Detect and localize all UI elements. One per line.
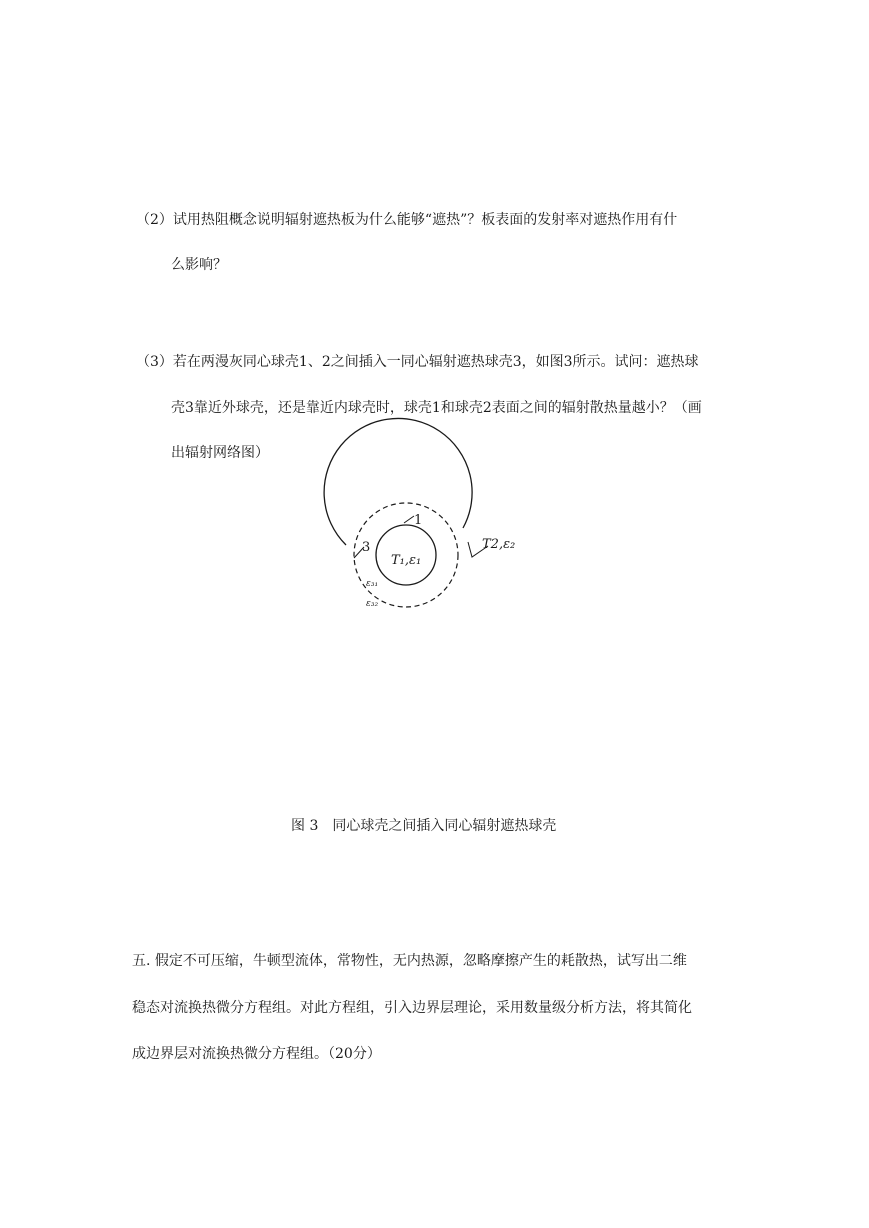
q2-line-1: （2）试用热阻概念说明辐射遮热板为什么能够“遮热”？板表面的发射率对遮热作用有什 bbox=[136, 212, 678, 228]
leader-line-1 bbox=[404, 516, 414, 523]
q5-line-3: 成边界层对流换热微分方程组。（20分） bbox=[132, 1046, 381, 1062]
q3-line-2: 壳3靠近外球壳，还是靠近内球壳时，球壳1和球壳2表面之间的辐射散热量越小？（画 bbox=[171, 400, 702, 416]
label-shell-3: 3 bbox=[362, 540, 371, 555]
label-inner: T₁,ε₁ bbox=[391, 553, 422, 568]
label-shell-1: 1 bbox=[414, 513, 423, 528]
label-eps32: ε₃₂ bbox=[366, 599, 379, 609]
figure-caption: 图 3 同心球壳之间插入同心辐射遮热球壳 bbox=[291, 818, 557, 834]
q5-line-2: 稳态对流换热微分方程组。对此方程组，引入边界层理论，采用数量级分析方法，将其简化 bbox=[132, 1000, 692, 1016]
concentric-shells-diagram bbox=[310, 400, 540, 625]
q3-line-1: （3）若在两漫灰同心球壳1、2之间插入一同心辐射遮热球壳3，如图3所示。试问：遮热球 bbox=[136, 354, 699, 370]
label-shell-2: T2,ε₂ bbox=[482, 537, 516, 552]
q3-line-3: 出辐射网络图） bbox=[171, 445, 269, 461]
label-eps31: ε₃₁ bbox=[366, 579, 379, 589]
q5-line-1: 五. 假定不可压缩，牛顿型流体，常物性，无内热源，忽略摩擦产生的耗散热，试写出二维 bbox=[132, 953, 687, 969]
q2-line-2: 么影响？ bbox=[171, 257, 227, 273]
